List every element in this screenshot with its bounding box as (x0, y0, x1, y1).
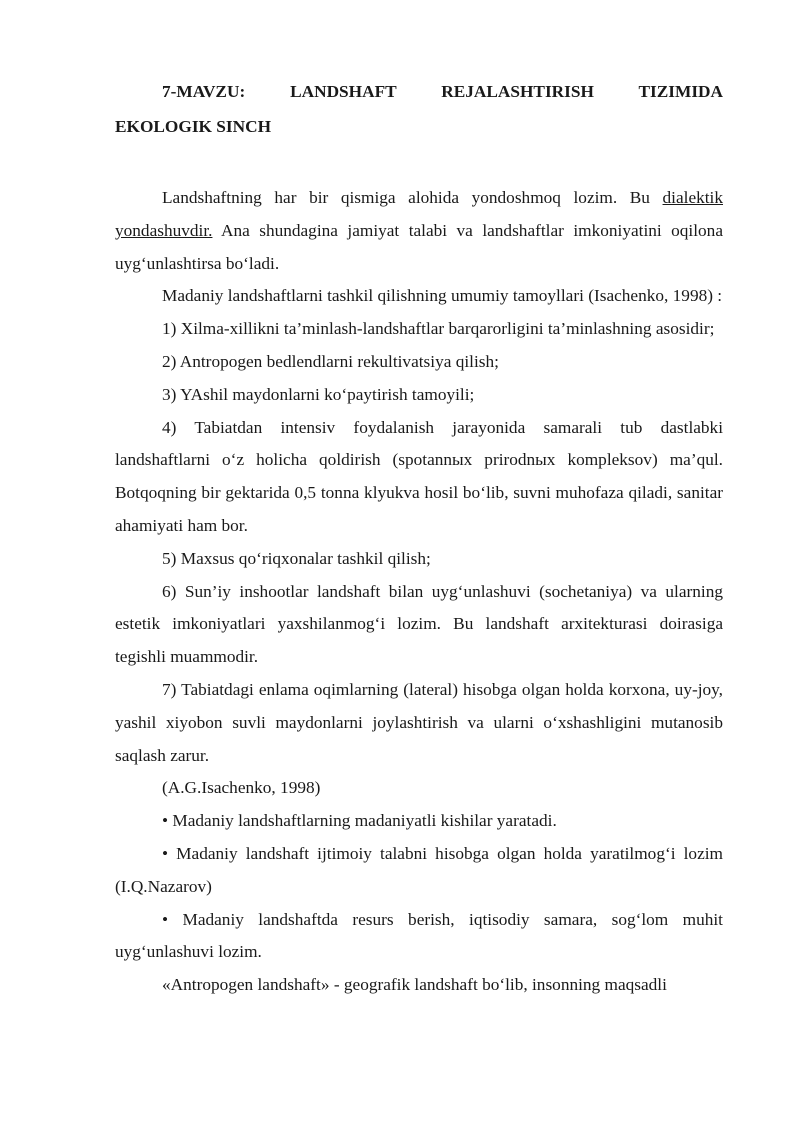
document-title (115, 74, 723, 144)
list-item-5: 5) Maxsus qo‘riqxonalar tashkil qilish; (162, 548, 431, 568)
bullet-item-2: • Madaniy landshaft ijtimoiy talabni hisobga olgan holda yaratilmog‘i lozim (I.Q.Nazarov) (115, 843, 723, 896)
paragraph-last: «Antropogen landshaft» - geografik landshaft bo‘lib, insonning maqsadli (162, 975, 667, 995)
list-item-1: 1) Xilma-xillikni ta’minlash-landshaftlar barqarorligini ta’minlashning asosidir; (162, 319, 715, 339)
list-item-6: 6) Sun’iy inshootlar landshaft bilan uyg‘unlashuvi (sochetaniya) va ularning estetik imkoniyatlari yaxshilanmog‘i lozim. Bu landshaft arxitekturasi doirasiga tegishli muammodir. (115, 581, 723, 667)
title-line-2: EKOLOGIK SINCH (115, 117, 272, 136)
citation: (A.G.Isachenko, 1998) (162, 778, 321, 798)
title-line-1: 7-MAVZU: LANDSHAFT REJALASHTIRISH TIZIMIDA (162, 82, 723, 101)
spacer (115, 144, 723, 182)
bullet-item-1: • Madaniy landshaftlarning madaniyatli kishilar yaratadi. (162, 811, 557, 831)
paragraph-1-end: Ana shundagina jamiyat talabi va landshaftlar imkoniyatini oqilona uyg‘unlashtirsa bo‘ladi. (115, 220, 723, 273)
list-item-3: 3) YAshil maydonlarni ko‘paytirish tamoyili; (162, 384, 475, 404)
list-item-4: 4) Tabiatdan intensiv foydalanish jarayonida samarali tub dastlabki landshaftlarni o‘z holicha qoldirish (spotannых prirodnых kompleksov) ma’qul. Botqoqning bir gektarida 0,5 tonna klyukva hosil bo‘lib, suvni muhofaza qiladi, sanitar ahamiyati ham bor. (115, 417, 723, 535)
paragraph-2: Madaniy landshaftlarni tashkil qilishning umumiy tamoyllari (Isachenko, 1998) : (162, 286, 723, 306)
list-item-2: 2) Antropogen bedlendlarni rekultivatsiya qilish; (162, 351, 499, 371)
paragraph-1 (115, 182, 723, 280)
paragraph-1-start: Landshaftning har bir qismiga alohida yondoshmoq lozim. Bu (162, 188, 663, 207)
bullet-item-3: • Madaniy landshaftda resurs berish, iqtisodiy samara, sog‘lom muhit uyg‘unlashuvi lozim. (115, 909, 723, 962)
underlined-term: dialektik yondashuvdir. (115, 188, 723, 240)
list-item-7: 7) Tabiatdagi enlama oqimlarning (lateral) hisobga olgan holda korxona, uy-joy, yashil xiyobon suvli maydonlarni joylashtirish va ularni o‘xshashligini mutanosib saqlash zarur. (115, 679, 723, 765)
